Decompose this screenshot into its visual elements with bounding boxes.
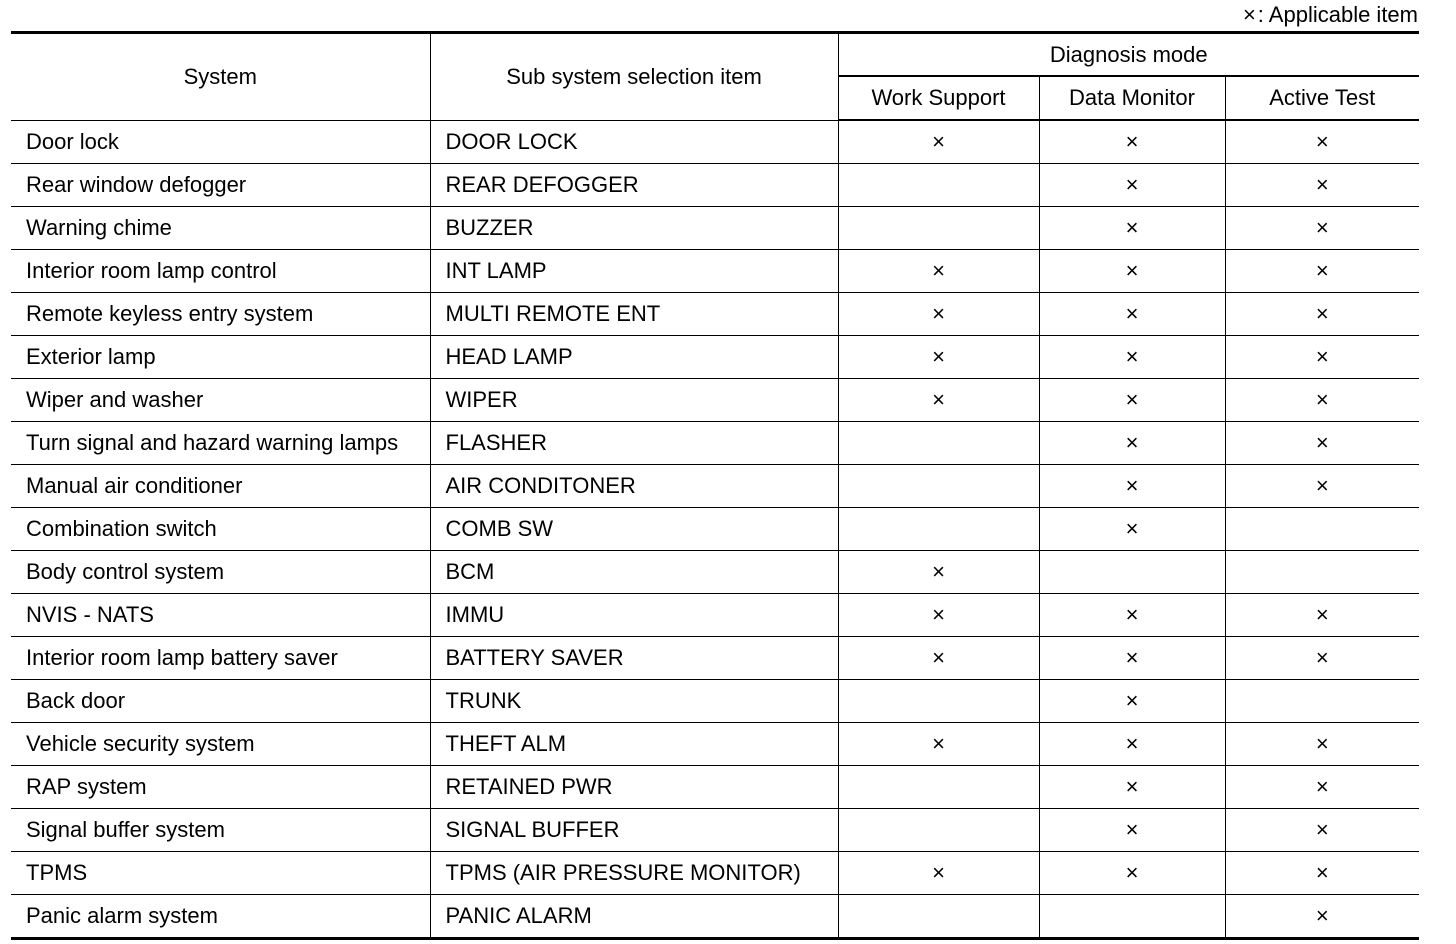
cell-system: Interior room lamp battery saver xyxy=(11,637,430,680)
cell-data-monitor: × xyxy=(1039,164,1225,207)
cell-active-test: × xyxy=(1225,422,1419,465)
cell-active-test: × xyxy=(1225,766,1419,809)
cell-data-monitor: × xyxy=(1039,250,1225,293)
table-row xyxy=(11,422,1419,465)
table-row xyxy=(11,594,1419,637)
cell-work-support xyxy=(838,895,1039,939)
cell-system: Interior room lamp control xyxy=(11,250,430,293)
cell-system: Exterior lamp xyxy=(11,336,430,379)
cell-system: Panic alarm system xyxy=(11,895,430,939)
cell-sub-system: THEFT ALM xyxy=(430,723,838,766)
cell-work-support: × xyxy=(838,637,1039,680)
table-row xyxy=(11,551,1419,594)
cell-work-support xyxy=(838,164,1039,207)
table-row xyxy=(11,465,1419,508)
cell-data-monitor: × xyxy=(1039,723,1225,766)
cell-sub-system: TPMS (AIR PRESSURE MONITOR) xyxy=(430,852,838,895)
table-row xyxy=(11,508,1419,551)
cell-work-support xyxy=(838,680,1039,723)
cell-system: Wiper and washer xyxy=(11,379,430,422)
cell-work-support xyxy=(838,422,1039,465)
cell-active-test: × xyxy=(1225,207,1419,250)
cell-system: Turn signal and hazard warning lamps xyxy=(11,422,430,465)
header-work-support: Work Support xyxy=(838,76,1039,120)
cell-active-test: × xyxy=(1225,293,1419,336)
header-active-test: Active Test xyxy=(1225,76,1419,120)
cell-system: Remote keyless entry system xyxy=(11,293,430,336)
table-row xyxy=(11,895,1419,939)
header-system: System xyxy=(11,33,430,121)
cell-work-support xyxy=(838,809,1039,852)
cell-active-test: × xyxy=(1225,594,1419,637)
cell-active-test: × xyxy=(1225,895,1419,939)
cell-work-support: × xyxy=(838,551,1039,594)
cell-active-test: × xyxy=(1225,379,1419,422)
cell-work-support xyxy=(838,465,1039,508)
cell-active-test: × xyxy=(1225,250,1419,293)
table-row xyxy=(11,809,1419,852)
table-row xyxy=(11,379,1419,422)
cell-data-monitor: × xyxy=(1039,637,1225,680)
cell-system: RAP system xyxy=(11,766,430,809)
cell-system: Rear window defogger xyxy=(11,164,430,207)
table-body xyxy=(11,120,1419,939)
cell-data-monitor: × xyxy=(1039,852,1225,895)
table-row xyxy=(11,637,1419,680)
cell-data-monitor: × xyxy=(1039,809,1225,852)
cell-sub-system: DOOR LOCK xyxy=(430,120,838,164)
cell-system: Manual air conditioner xyxy=(11,465,430,508)
cell-active-test: × xyxy=(1225,723,1419,766)
cell-active-test: × xyxy=(1225,852,1419,895)
cell-work-support: × xyxy=(838,250,1039,293)
cell-data-monitor: × xyxy=(1039,766,1225,809)
cell-work-support: × xyxy=(838,120,1039,164)
cell-active-test: × xyxy=(1225,637,1419,680)
cell-sub-system: PANIC ALARM xyxy=(430,895,838,939)
header-diagnosis-mode: Diagnosis mode xyxy=(838,33,1419,77)
cell-system: Back door xyxy=(11,680,430,723)
cell-work-support xyxy=(838,508,1039,551)
cell-sub-system: RETAINED PWR xyxy=(430,766,838,809)
cell-sub-system: INT LAMP xyxy=(430,250,838,293)
table-row xyxy=(11,766,1419,809)
applicable-item-legend xyxy=(1243,3,1418,27)
legend-text: : Applicable item xyxy=(1257,2,1418,27)
cell-system: Warning chime xyxy=(11,207,430,250)
cell-sub-system: WIPER xyxy=(430,379,838,422)
cell-active-test xyxy=(1225,551,1419,594)
diagnosis-mode-table xyxy=(11,31,1419,940)
cell-data-monitor: × xyxy=(1039,465,1225,508)
cell-sub-system: SIGNAL BUFFER xyxy=(430,809,838,852)
cell-active-test: × xyxy=(1225,336,1419,379)
cell-system: Combination switch xyxy=(11,508,430,551)
cell-data-monitor: × xyxy=(1039,379,1225,422)
cell-sub-system: REAR DEFOGGER xyxy=(430,164,838,207)
cell-system: NVIS - NATS xyxy=(11,594,430,637)
cell-sub-system: AIR CONDITONER xyxy=(430,465,838,508)
cell-sub-system: TRUNK xyxy=(430,680,838,723)
cell-active-test: × xyxy=(1225,120,1419,164)
table-row xyxy=(11,164,1419,207)
cell-system: TPMS xyxy=(11,852,430,895)
table-row xyxy=(11,207,1419,250)
table-row xyxy=(11,293,1419,336)
cell-sub-system: BCM xyxy=(430,551,838,594)
table-row xyxy=(11,120,1419,164)
cell-data-monitor: × xyxy=(1039,422,1225,465)
cell-active-test: × xyxy=(1225,164,1419,207)
table-row xyxy=(11,852,1419,895)
cell-sub-system: BUZZER xyxy=(430,207,838,250)
table-row xyxy=(11,723,1419,766)
cell-sub-system: FLASHER xyxy=(430,422,838,465)
cell-data-monitor: × xyxy=(1039,293,1225,336)
cell-data-monitor: × xyxy=(1039,508,1225,551)
header-data-monitor: Data Monitor xyxy=(1039,76,1225,120)
cell-data-monitor: × xyxy=(1039,207,1225,250)
cell-data-monitor: × xyxy=(1039,120,1225,164)
cell-data-monitor xyxy=(1039,551,1225,594)
cell-work-support: × xyxy=(838,852,1039,895)
cell-work-support xyxy=(838,207,1039,250)
cell-work-support: × xyxy=(838,594,1039,637)
cell-sub-system: COMB SW xyxy=(430,508,838,551)
header-sub-system: Sub system selection item xyxy=(430,33,838,121)
cell-active-test: × xyxy=(1225,465,1419,508)
table-row xyxy=(11,250,1419,293)
cell-data-monitor xyxy=(1039,895,1225,939)
cell-sub-system: IMMU xyxy=(430,594,838,637)
cell-system: Signal buffer system xyxy=(11,809,430,852)
cell-data-monitor: × xyxy=(1039,680,1225,723)
cell-work-support: × xyxy=(838,379,1039,422)
legend-mark: × xyxy=(1242,2,1256,27)
cell-sub-system: BATTERY SAVER xyxy=(430,637,838,680)
cell-sub-system: HEAD LAMP xyxy=(430,336,838,379)
cell-active-test xyxy=(1225,680,1419,723)
cell-system: Door lock xyxy=(11,120,430,164)
cell-active-test: × xyxy=(1225,809,1419,852)
cell-work-support: × xyxy=(838,293,1039,336)
cell-work-support xyxy=(838,766,1039,809)
cell-system: Vehicle security system xyxy=(11,723,430,766)
cell-work-support: × xyxy=(838,336,1039,379)
cell-active-test xyxy=(1225,508,1419,551)
table-row xyxy=(11,680,1419,723)
cell-data-monitor: × xyxy=(1039,336,1225,379)
cell-data-monitor: × xyxy=(1039,594,1225,637)
cell-system: Body control system xyxy=(11,551,430,594)
cell-work-support: × xyxy=(838,723,1039,766)
table-row xyxy=(11,336,1419,379)
cell-sub-system: MULTI REMOTE ENT xyxy=(430,293,838,336)
